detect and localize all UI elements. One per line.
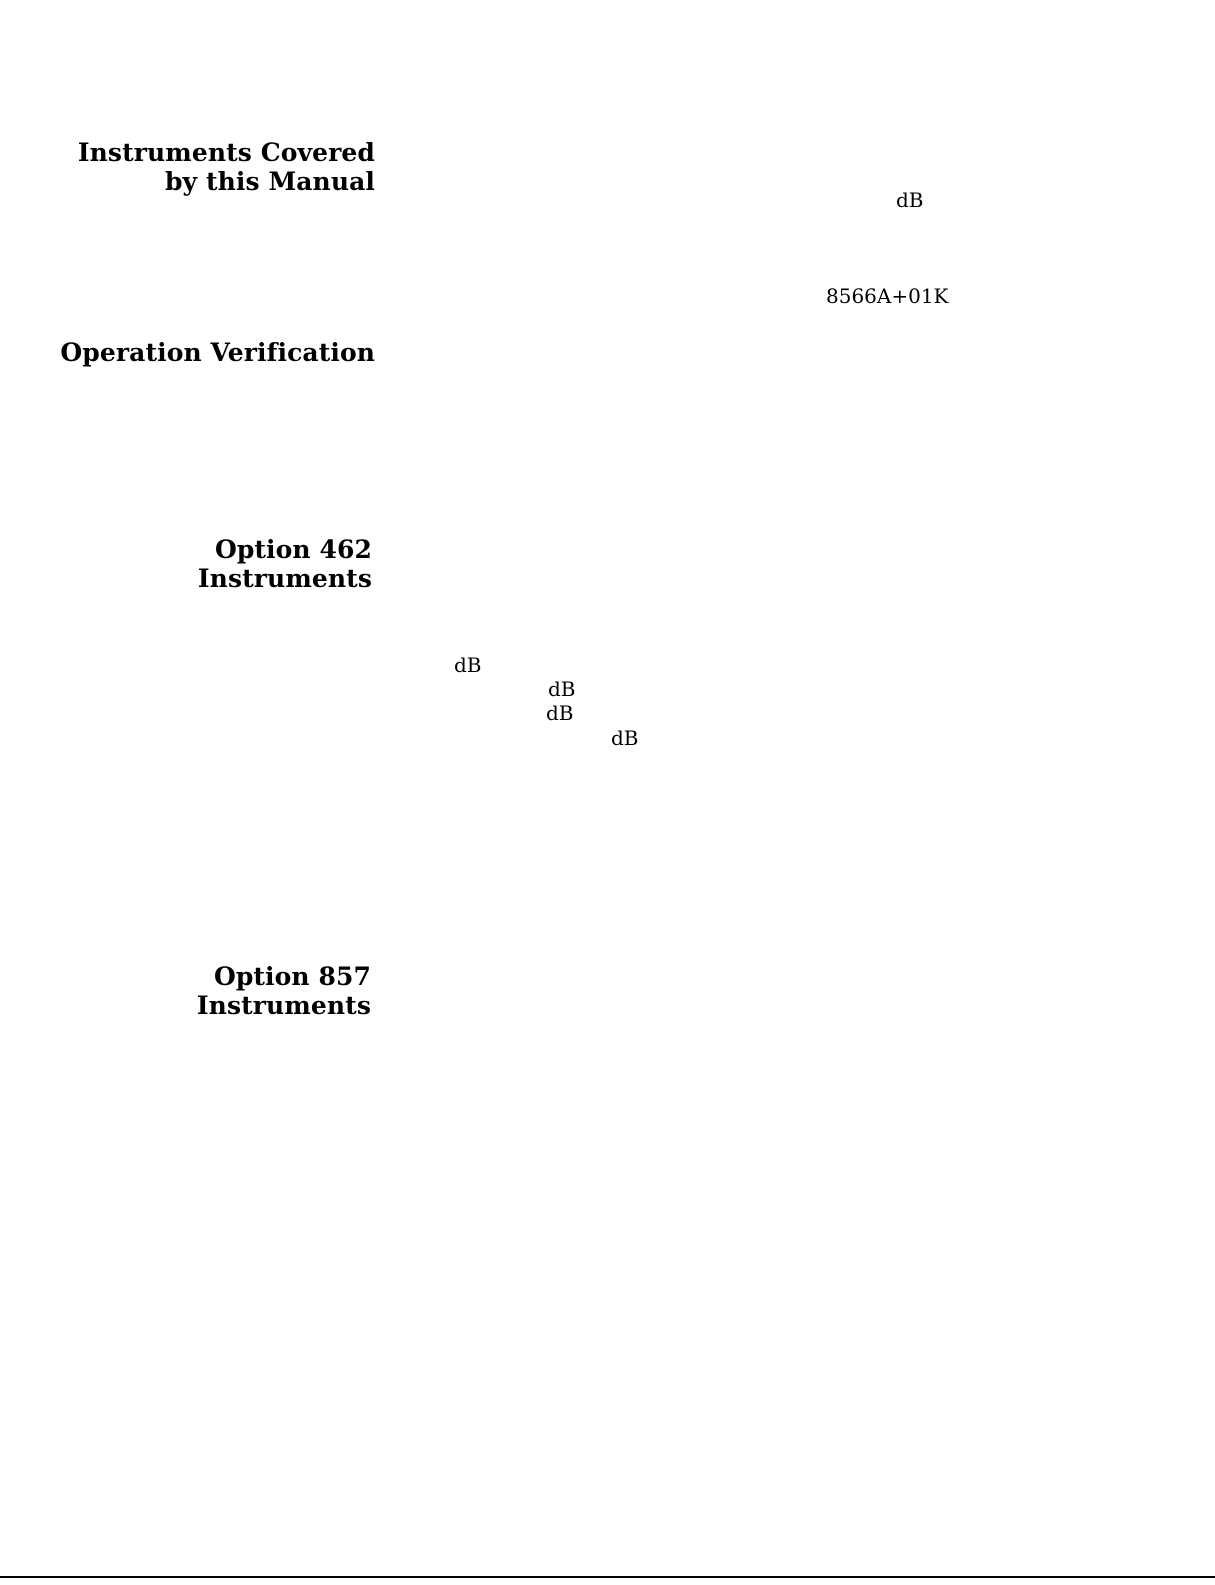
heading-instruments-covered bbox=[78, 138, 375, 196]
heading-operation-verification-text: Operation Verification bbox=[60, 338, 375, 367]
heading-option-857 bbox=[197, 962, 371, 1020]
heading-operation-verification bbox=[60, 338, 375, 367]
bottom-rule bbox=[0, 1576, 1215, 1578]
heading-instruments-covered-line1: Instruments Covered bbox=[77, 138, 375, 167]
unit-db-text: dB bbox=[611, 726, 639, 750]
heading-option-462-line2: Instruments bbox=[197, 564, 372, 593]
unit-db-text: dB bbox=[896, 188, 924, 212]
heading-instruments-covered-line2: by this Manual bbox=[164, 167, 375, 196]
unit-db-text: dB bbox=[454, 653, 482, 677]
heading-option-462 bbox=[198, 535, 372, 593]
model-code-text: 8566A+01K bbox=[826, 284, 949, 308]
heading-option-857-line1: Option 857 bbox=[213, 962, 371, 991]
unit-db-text: dB bbox=[546, 701, 574, 725]
unit-db-text: dB bbox=[548, 677, 576, 701]
heading-option-857-line2: Instruments bbox=[196, 991, 371, 1020]
heading-option-462-line1: Option 462 bbox=[214, 535, 372, 564]
